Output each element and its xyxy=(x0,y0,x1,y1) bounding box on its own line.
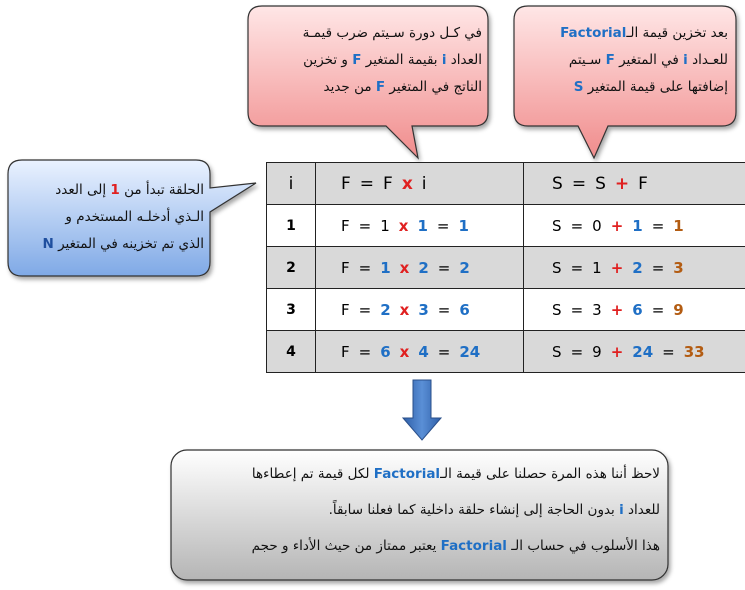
formula-token: = xyxy=(358,216,372,235)
row-f-formula xyxy=(316,289,524,331)
text-segment: S xyxy=(573,79,584,95)
formula-token: = xyxy=(358,342,372,361)
row-f-formula xyxy=(316,247,524,289)
text-line xyxy=(520,74,728,101)
formula-token: = xyxy=(570,216,584,235)
formula-token: + xyxy=(614,173,630,194)
text-segment: لكل قيمة تم إعطاءها xyxy=(251,466,374,482)
text-segment: للعـداد xyxy=(687,52,728,68)
header-i: i xyxy=(267,163,316,205)
formula-token: 1 xyxy=(380,258,391,277)
formula-token: + xyxy=(610,258,624,277)
formula-token: F xyxy=(341,173,351,194)
formula-token: = xyxy=(662,342,675,361)
row-index: 3 xyxy=(267,289,316,331)
table-row xyxy=(267,331,745,373)
formula-token: 24 xyxy=(632,342,654,361)
formula-token: + xyxy=(610,216,624,235)
formula-token: 2 xyxy=(418,258,429,277)
formula-token: = xyxy=(570,258,584,277)
row-f-formula xyxy=(316,205,524,247)
formula-token: 6 xyxy=(380,342,391,361)
header-f-formula xyxy=(316,163,524,205)
text-line xyxy=(520,47,728,74)
text-line xyxy=(14,177,204,204)
formula-token: 24 xyxy=(459,342,481,361)
text-segment: من جديد xyxy=(323,79,376,95)
formula-token: F xyxy=(341,216,350,235)
text-segment: لاحظ أننا هذه المرة حصلنا على قيمة الـ xyxy=(440,466,660,482)
text-line xyxy=(14,231,204,258)
text-line xyxy=(175,456,660,492)
header-s-formula xyxy=(524,163,745,205)
formula-token: 2 xyxy=(380,300,391,319)
formula-token: = xyxy=(358,258,372,277)
formula-token: = xyxy=(570,300,584,319)
text-line xyxy=(520,20,728,47)
table-row xyxy=(267,247,745,289)
table-header-row xyxy=(267,163,745,205)
formula-token: S xyxy=(552,300,562,319)
row-f-formula xyxy=(316,331,524,373)
text-segment: بقيمة المتغير xyxy=(361,52,442,68)
text-segment: بعد تخزين قيمة الـ xyxy=(626,25,728,41)
formula-token: = xyxy=(651,216,665,235)
formula-token: 6 xyxy=(459,300,470,319)
text-segment: بدون الحاجة إلى إنشاء حلقة داخلية كما فعلنا سابقاً. xyxy=(328,502,620,518)
formula-token: 9 xyxy=(592,342,602,361)
formula-token: S xyxy=(595,173,606,194)
formula-token: x xyxy=(401,173,413,194)
formula-token: = xyxy=(358,300,372,319)
formula-token: S xyxy=(552,216,562,235)
formula-token: = xyxy=(437,300,451,319)
formula-token: F xyxy=(341,300,350,319)
text-segment: هذا الأسلوب في حساب الـ xyxy=(506,538,660,554)
formula-token: 3 xyxy=(673,258,684,277)
formula-token: 2 xyxy=(632,258,643,277)
table-row xyxy=(267,289,745,331)
formula-token: 3 xyxy=(592,300,602,319)
formula-token: 1 xyxy=(458,216,469,235)
formula-token: S xyxy=(552,342,562,361)
formula-token: S xyxy=(552,173,563,194)
text-segment: N xyxy=(42,236,54,252)
text-segment: العداد xyxy=(446,52,482,68)
formula-token: 1 xyxy=(417,216,428,235)
text-segment: Factorial xyxy=(560,25,627,41)
text-line xyxy=(256,47,482,74)
text-line xyxy=(256,20,482,47)
formula-token: 3 xyxy=(418,300,429,319)
formula-token: x xyxy=(399,300,410,319)
formula-token: F xyxy=(383,173,393,194)
row-s-formula xyxy=(524,331,745,373)
formula-token: 1 xyxy=(380,216,390,235)
text-segment: و تخزين xyxy=(303,52,353,68)
text-segment: للعداد xyxy=(623,502,660,518)
formula-token: 6 xyxy=(632,300,643,319)
left-bubble-text xyxy=(14,177,204,258)
formula-token: 9 xyxy=(673,300,684,319)
text-segment: يعتبر ممتاز من حيث الأداء و حجم xyxy=(251,538,441,554)
text-segment: سـيتم xyxy=(568,52,606,68)
formula-token: = xyxy=(437,258,451,277)
text-line xyxy=(175,528,660,564)
row-index: 1 xyxy=(267,205,316,247)
formula-token: 2 xyxy=(459,258,470,277)
text-line xyxy=(256,74,482,101)
text-segment: الناتج في المتغير xyxy=(385,79,482,95)
text-segment: F xyxy=(605,52,615,68)
formula-token: 1 xyxy=(632,216,643,235)
row-s-formula xyxy=(524,289,745,331)
formula-token: 4 xyxy=(418,342,429,361)
formula-token: x xyxy=(399,258,410,277)
text-segment: الـذي أدخلـه المستخدم و xyxy=(65,209,204,225)
text-segment: Factorial xyxy=(440,538,507,554)
text-segment: Factorial xyxy=(373,466,441,482)
formula-token: = xyxy=(651,300,665,319)
formula-token: = xyxy=(359,173,375,194)
text-segment: الذي تم تخزينه في المتغير xyxy=(53,236,204,252)
row-index: 2 xyxy=(267,247,316,289)
text-segment: في كـل دورة سـيتم ضرب قيمـة xyxy=(302,25,482,41)
text-segment: إلى العدد xyxy=(55,182,111,198)
formula-token: = xyxy=(651,258,665,277)
text-segment: الحلقة تبدأ من xyxy=(119,182,204,198)
text-segment: F xyxy=(375,79,386,95)
formula-token: 33 xyxy=(683,342,705,361)
formula-token: F xyxy=(638,173,648,194)
formula-token: + xyxy=(610,300,624,319)
text-segment: 1 xyxy=(110,182,120,198)
formula-token: i xyxy=(421,173,427,194)
formula-token: x xyxy=(398,216,409,235)
table-row xyxy=(267,205,745,247)
right-bubble-text xyxy=(520,20,728,101)
formula-token: = xyxy=(436,216,450,235)
text-segment: i xyxy=(683,52,688,68)
formula-token: + xyxy=(610,342,624,361)
formula-token: = xyxy=(571,173,587,194)
text-line xyxy=(175,492,660,528)
text-segment: في المتغير xyxy=(614,52,684,68)
row-index: 4 xyxy=(267,331,316,373)
text-segment: i xyxy=(619,502,624,518)
formula-token: = xyxy=(570,342,584,361)
text-segment: إضافتها على قيمة المتغير xyxy=(583,79,728,95)
note-text xyxy=(175,456,660,564)
row-s-formula xyxy=(524,247,745,289)
formula-token: F xyxy=(341,258,350,277)
down-arrow-icon xyxy=(403,380,441,440)
middle-bubble-text xyxy=(256,20,482,101)
formula-token: x xyxy=(399,342,410,361)
formula-token: 1 xyxy=(673,216,684,235)
formula-token: = xyxy=(437,342,451,361)
formula-token: 0 xyxy=(592,216,602,235)
text-segment: i xyxy=(441,52,447,68)
text-line xyxy=(14,204,204,231)
formula-token: 1 xyxy=(592,258,602,277)
formula-token: F xyxy=(341,342,350,361)
text-segment: F xyxy=(352,52,362,68)
factorial-sum-table xyxy=(266,162,745,373)
formula-token: S xyxy=(552,258,562,277)
row-s-formula xyxy=(524,205,745,247)
